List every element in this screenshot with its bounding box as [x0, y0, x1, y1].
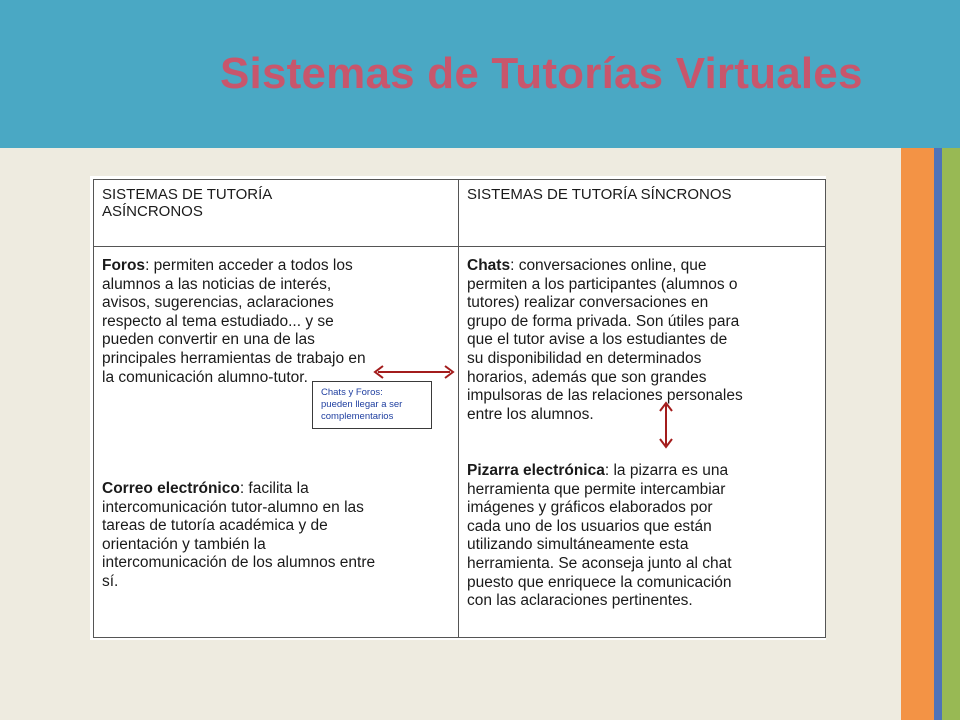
complementary-note: [312, 381, 432, 429]
text-line: : conversaciones online, que: [510, 257, 707, 274]
text-line: imágenes y gráficos elaborados por: [467, 499, 713, 517]
text-line: tutores) realizar conversaciones en: [467, 294, 709, 312]
decor-stripe-green: [942, 148, 960, 720]
text-line: grupo de forma privada. Son útiles para: [467, 312, 740, 330]
text-line: orientación y también la: [102, 535, 266, 553]
text-line: herramienta. Se aconseja junto al chat: [467, 554, 732, 572]
text-line: la comunicación alumno-tutor.: [102, 368, 308, 386]
horizontal-double-arrow-icon: [372, 364, 456, 380]
term-foros: Foros: [102, 257, 146, 274]
text-line: sí.: [102, 572, 119, 590]
text-line: horarios, además que son grandes: [467, 368, 707, 386]
decor-stripe-orange: [901, 148, 934, 720]
text-line: utilizando simultáneamente esta: [467, 536, 689, 554]
text-line: permiten a los participantes (alumnos o: [467, 275, 738, 293]
paragraph-chats: [467, 257, 817, 424]
text-line: respecto al tema estudiado... y se: [102, 312, 334, 330]
header-label: SISTEMAS DE TUTORÍA SÍNCRONOS: [467, 186, 732, 203]
text-line: : permiten acceder a todos los: [145, 257, 353, 274]
comparison-table: [93, 179, 826, 638]
header-cell-sincronos: [459, 180, 826, 247]
text-line: principales herramientas de trabajo en: [102, 349, 366, 367]
vertical-double-arrow-icon: [657, 401, 675, 449]
text-line: cada uno de los usuarios que están: [467, 517, 712, 535]
slide-header: [0, 0, 960, 148]
term-correo: Correo electrónico: [102, 480, 240, 497]
term-chats: Chats: [467, 257, 511, 274]
header-label: SISTEMAS DE TUTORÍA: [102, 186, 273, 203]
table-body-row: [94, 247, 826, 638]
text-line: tareas de tutoría académica y de: [102, 517, 328, 535]
paragraph-correo: [102, 480, 450, 592]
text-line: herramienta que permite intercambiar: [467, 480, 726, 498]
text-line: : la pizarra es una: [604, 462, 729, 479]
decor-stripe-blue: [934, 148, 942, 720]
paragraph-pizarra: [467, 462, 817, 611]
comparison-table-image: [90, 176, 826, 640]
text-line: que el tutor avise a los estudiantes de: [467, 331, 728, 349]
header-cell-asincronos: [94, 180, 459, 247]
note-line: pueden llegar a ser: [321, 399, 403, 410]
note-line: Chats y Foros:: [321, 387, 383, 398]
text-line: su disponibilidad en determinados: [467, 349, 702, 367]
text-line: con las aclaraciones pertinentes.: [467, 592, 693, 610]
note-line: complementarios: [321, 411, 394, 422]
cell-sincronos: [459, 247, 826, 638]
text-line: puesto que enriquece la comunicación: [467, 573, 732, 591]
text-line: impulsoras de las relaciones personales: [467, 387, 743, 405]
table-header-row: [94, 180, 826, 247]
text-line: intercomunicación de los alumnos entre: [102, 554, 376, 572]
text-line: pueden convertir en una de las: [102, 331, 315, 349]
text-line: intercomunicación tutor-alumno en las: [102, 498, 364, 516]
term-pizarra: Pizarra electrónica: [467, 462, 605, 479]
text-line: avisos, sugerencias, aclaraciones: [102, 294, 334, 312]
header-label: ASÍNCRONOS: [102, 203, 203, 220]
text-line: alumnos a las noticias de interés,: [102, 275, 332, 293]
text-line: entre los alumnos.: [467, 405, 594, 423]
slide-title: Sistemas de Tutorías Virtuales: [220, 49, 863, 98]
text-line: : facilita la: [239, 480, 309, 497]
cell-asincronos: [94, 247, 459, 638]
